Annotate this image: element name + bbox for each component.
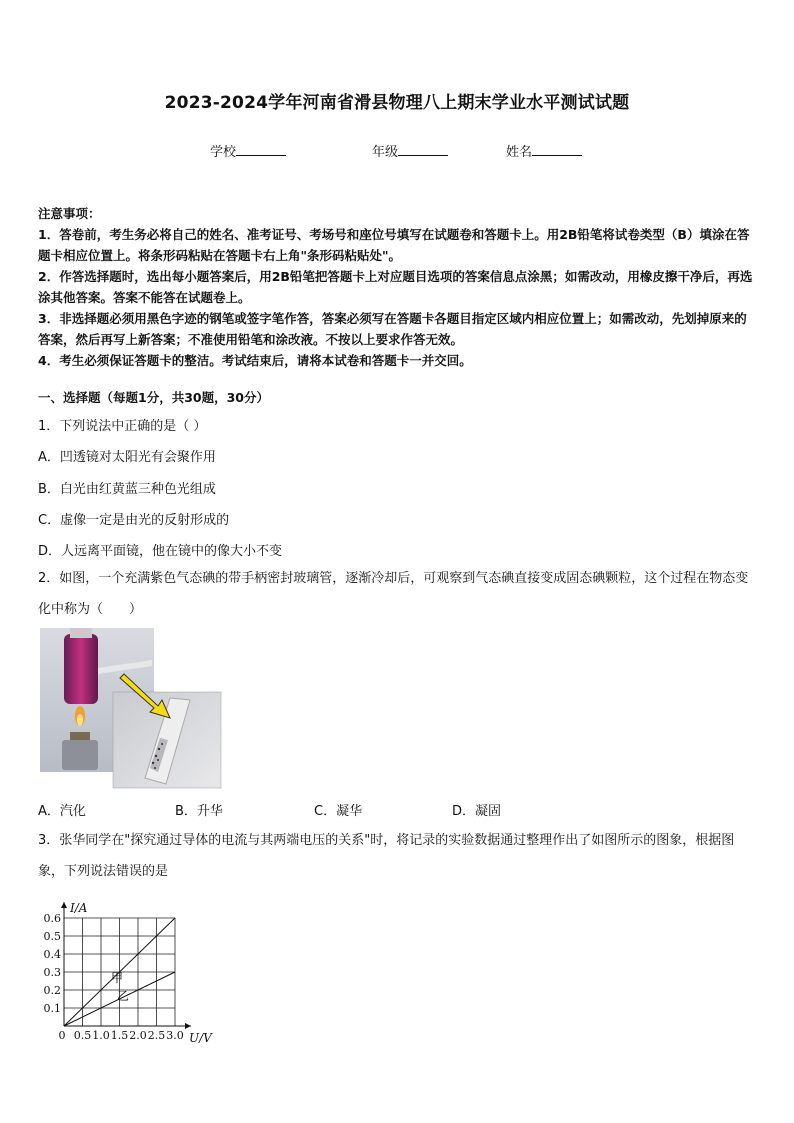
name-label: 姓名 — [506, 145, 533, 160]
grade-blank[interactable] — [398, 143, 448, 156]
notice-item-1: 1．答卷前，考生务必将自己的姓名、准考证号、考场号和座位号填写在试题卷和答题卡上。用2B铅笔将试卷类型（B）填涂在答题卡相应位置上。将条形码粘贴在答题卡右上角"条形码粘贴处"。 — [38, 227, 750, 263]
x-tick-label: 1.5 — [110, 1029, 129, 1042]
y-tick-label: 0.1 — [43, 1002, 61, 1015]
x-tick-label: 0.5 — [73, 1029, 92, 1042]
iodine-tube-photo — [40, 628, 222, 790]
q1-option-b: B．白光由红黄蓝三种色光组成 — [38, 482, 216, 497]
x-tick-label: 0 — [58, 1029, 66, 1042]
q2-option-d: D．凝固 — [452, 804, 502, 819]
iu-graph — [38, 890, 228, 1050]
q1-option-d: D．人远离平面镜，他在镜中的像大小不变 — [38, 544, 283, 559]
notice-block — [38, 203, 758, 371]
q1-option-c: C．虚像一定是由光的反射形成的 — [38, 513, 230, 528]
notice-heading: 注意事项： — [38, 206, 101, 221]
series-label: 乙 — [117, 989, 130, 1003]
x-tick-label: 3.0 — [166, 1029, 184, 1042]
y-tick-label: 0.2 — [43, 984, 61, 997]
series-label: 甲 — [111, 971, 124, 985]
school-blank[interactable] — [236, 143, 286, 156]
notice-item-3: 3．非选择题必须用黑色字迹的钢笔或签字笔作答，答案必须写在答题卡各题目指定区域内相应位置上；如需改动，先划掉原来的答案，然后再写上新答案；不准使用铅笔和涂改液。不按以上要求作答无效。 — [38, 311, 747, 347]
notice-item-2: 2．作答选择题时，选出每小题答案后，用2B铅笔把答题卡上对应题目选项的答案信息点涂黑；如需改动，用橡皮擦干净后，再选涂其他答案。答案不能答在试题卷上。 — [38, 269, 753, 305]
school-label: 学校 — [210, 145, 237, 160]
x-axis-arrow — [185, 1023, 191, 1029]
section-heading-choice: 一、选择题（每题1分，共30题，30分） — [38, 390, 269, 405]
x-axis-label: U/V — [189, 1031, 212, 1045]
school-field — [210, 141, 286, 160]
name-blank[interactable] — [532, 143, 582, 156]
q2-option-b: B．升华 — [175, 804, 223, 819]
y-axis-label: I/A — [70, 901, 88, 915]
q1-stem: 1．下列说法中正确的是（ ） — [38, 419, 207, 434]
y-tick-label: 0.6 — [43, 912, 61, 925]
name-field — [506, 141, 582, 160]
y-tick-label: 0.4 — [43, 948, 61, 961]
q2-option-a: A．汽化 — [38, 804, 86, 819]
q2-stem: 2．如图，一个充满紫色气态碘的带手柄密封玻璃管，逐渐冷却后，可观察到气态碘直接变成固态碘颗粒，这个过程在物态变化中称为（ ） — [38, 571, 749, 617]
q2-option-c: C．凝华 — [314, 804, 363, 819]
x-tick-label: 2.5 — [147, 1029, 166, 1042]
notice-item-4: 4．考生必须保证答题卡的整洁。考试结束后，请将本试卷和答题卡一并交回。 — [38, 353, 472, 368]
x-tick-label: 2.0 — [129, 1029, 147, 1042]
page-title: 2023-2024学年河南省滑县物理八上期末学业水平测试试题 — [164, 93, 630, 113]
y-tick-label: 0.3 — [43, 966, 61, 979]
y-axis-arrow — [61, 902, 67, 908]
q3-stem: 3．张华同学在"探究通过导体的电流与其两端电压的关系"时，将记录的实验数据通过整理作出了如图所示的图象，根据图象，下列说法错误的是 — [38, 833, 735, 879]
x-tick-label: 1.0 — [92, 1029, 110, 1042]
grade-field — [372, 141, 448, 160]
y-tick-label: 0.5 — [43, 930, 61, 943]
grade-label: 年级 — [372, 145, 399, 160]
q1-option-a: A．凹透镜对太阳光有会聚作用 — [38, 450, 216, 465]
